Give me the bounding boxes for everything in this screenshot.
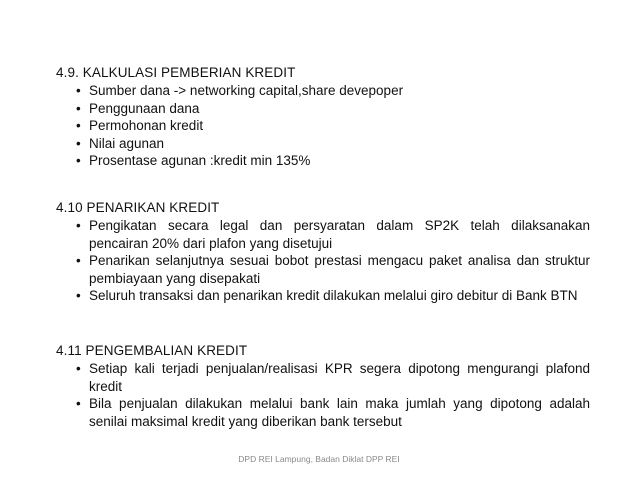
- list-item: • Sumber dana -> networking capital,share devepoper: [76, 82, 596, 100]
- section-penarikan-kredit: [56, 199, 596, 305]
- list-item: • Penggunaan dana: [76, 100, 596, 118]
- section-heading: 4.9. KALKULASI PEMBERIAN KREDIT: [56, 65, 296, 80]
- list-item: • Seluruh transaksi dan penarikan kredit dilakukan melalui giro debitur di Bank BTN: [76, 287, 596, 305]
- list-item: • Bila penjualan dilakukan melalui bank lain maka jumlah yang dipotong adalah senilai maksimal kredit yang diberikan bank tersebut: [76, 395, 596, 430]
- list-item: • Penarikan selanjutnya sesuai bobot prestasi mengacu paket analisa dan struktur pembiayaan yang disepakati: [76, 252, 596, 287]
- list-item: • Nilai agunan: [76, 135, 596, 153]
- list-item: • Permohonan kredit: [76, 117, 596, 135]
- list-item: • Prosentase agunan :kredit min 135%: [76, 152, 596, 170]
- section-heading: 4.11 PENGEMBALIAN KREDIT: [56, 343, 248, 358]
- slide-footer: DPD REI Lampung, Badan Diklat DPP REI: [238, 454, 400, 464]
- section-kalkulasi-pemberian-kredit: [56, 64, 596, 170]
- bullet-list: [56, 217, 596, 305]
- section-heading: 4.10 PENARIKAN KREDIT: [56, 200, 220, 215]
- bullet-list: [56, 82, 596, 170]
- list-item: • Setiap kali terjadi penjualan/realisasi KPR segera dipotong mengurangi plafond kredit: [76, 360, 596, 395]
- bullet-list: [56, 360, 596, 430]
- list-item: • Pengikatan secara legal dan persyaratan dalam SP2K telah dilaksanakan pencairan 20% dari plafon yang disetujui: [76, 217, 596, 252]
- section-pengembalian-kredit: [56, 342, 596, 430]
